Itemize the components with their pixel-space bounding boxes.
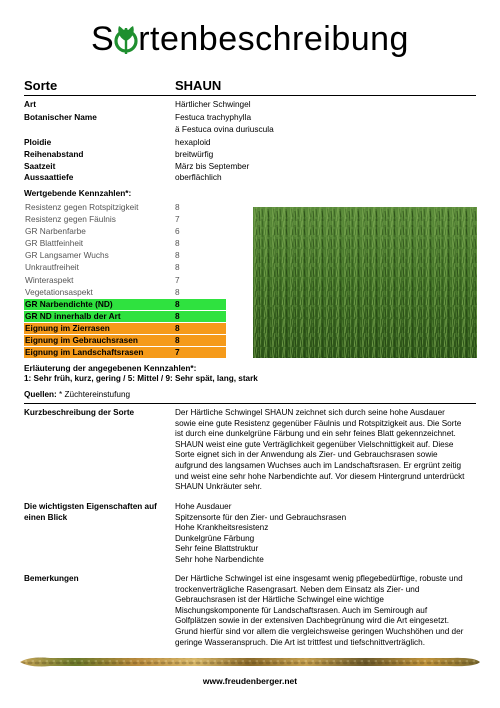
- eigenschaften-label: [24, 502, 164, 523]
- detail-value: März bis September: [175, 161, 250, 171]
- rating-name: GR ND innerhalb der Art: [25, 311, 121, 321]
- text-line: SHAUN Unkräuter sehr.: [175, 482, 262, 492]
- detail-label: Saatzeit: [24, 161, 56, 171]
- rating-row-highlight-green: [24, 299, 226, 310]
- rating-value: 8: [175, 250, 180, 260]
- rating-name: GR Langsamer Wuchs: [25, 250, 109, 260]
- seed-band-image: [20, 654, 480, 670]
- rating-name: Resistenz gegen Fäulnis: [25, 214, 116, 224]
- rating-name: GR Blattfeinheit: [25, 238, 84, 248]
- list-item: Sehr hohe Narbendichte: [175, 554, 264, 564]
- divider: [24, 403, 476, 404]
- rating-row: [24, 262, 226, 273]
- text-line: ist durch eine dunkelgrüne Färbung und ein sehr feines Blatt gekennzeichnet.: [175, 429, 456, 439]
- rating-row: [24, 275, 226, 286]
- title-suffix: rtenbeschreibung: [138, 20, 409, 58]
- detail-value: Festuca trachyphylla: [175, 112, 252, 122]
- rating-value: 8: [175, 202, 180, 212]
- text-line: Der Härtliche Schwingel ist eine insgesamt wenig pflegebedürftige, robuste und: [175, 574, 463, 583]
- text-line: einen Blick: [24, 512, 68, 522]
- sorte-label: Sorte: [24, 78, 58, 93]
- rating-value: 8: [175, 311, 180, 321]
- rating-value: 7: [175, 347, 180, 357]
- rating-value: 8: [175, 262, 180, 272]
- rating-row: [24, 214, 226, 225]
- rating-value: 8: [175, 287, 180, 297]
- grass-photo: [253, 207, 477, 358]
- rating-row-highlight-orange: [24, 347, 226, 358]
- rating-row: [24, 250, 226, 261]
- legend-text: 1: Sehr früh, kurz, gering / 5: Mittel / 9: Sehr spät, lang, stark: [24, 374, 258, 383]
- page-title: [0, 20, 500, 59]
- detail-label: Reihenabstand: [24, 149, 84, 159]
- detail-value: ä Festuca ovina duriuscula: [175, 124, 274, 134]
- text-line: Mischungskomponente für Landschaftsrasen. Auch im Semirough auf: [175, 605, 428, 615]
- text-line: SHAUN weist eine gute Verträglichkeit gegenüber Vielschnittigkeit auf. Diese: [175, 439, 454, 449]
- footer-url: www.freudenberger.net: [202, 676, 298, 686]
- rating-value: 8: [175, 335, 180, 345]
- eigenschaften-list: [175, 502, 475, 566]
- rating-row-highlight-orange: [24, 323, 226, 334]
- detail-value: breitwürfig: [175, 149, 214, 159]
- rating-row-highlight-orange: [24, 335, 226, 346]
- sorte-value: SHAUN: [175, 78, 222, 93]
- rating-name: GR Narbendichte (ND): [25, 299, 113, 309]
- text-line: geringe Wasseranspruch. Die Art ist trittfest und tiefschnittverträglich.: [175, 637, 425, 647]
- kurzbeschreibung-label: Kurzbeschreibung der Sorte: [24, 408, 135, 417]
- rating-name: Vegetationsaspekt: [25, 287, 93, 297]
- rating-row: [24, 238, 226, 249]
- detail-label: Botanischer Name: [24, 112, 97, 122]
- rating-value: 7: [175, 214, 180, 224]
- quellen: [24, 390, 130, 401]
- detail-value: Härtlicher Schwingel: [175, 99, 251, 109]
- detail-value: oberflächlich: [175, 172, 222, 182]
- quellen-value: * Züchtereinstufung: [59, 390, 131, 399]
- rating-row: [24, 202, 226, 213]
- rating-name: Eignung im Zierrasen: [25, 323, 110, 333]
- rating-name: Eignung im Gebrauchsrasen: [25, 335, 138, 345]
- list-item: Sehr feine Blattstruktur: [175, 544, 259, 554]
- quellen-label: Quellen:: [24, 390, 57, 399]
- title-prefix: S: [91, 20, 115, 58]
- rating-value: 6: [175, 226, 180, 236]
- list-item: Hohe Krankheitsresistenz: [175, 523, 269, 533]
- ratings-title: Wertgebende Kennzahlen*:: [24, 188, 132, 198]
- rating-name: Winteraspekt: [25, 275, 74, 285]
- rating-name: Eignung im Landschaftsrasen: [25, 347, 144, 357]
- rating-value: 8: [175, 238, 180, 248]
- text-line: Sorte eignet sich in der Anwendung als Zier- und Gebrauchsrasen sowie: [175, 450, 438, 460]
- list-item: Hohe Ausdauer: [175, 502, 232, 511]
- rating-row: [24, 287, 226, 298]
- text-line: Gebrauchsrasen ist der Härtliche Schwingel eine wichtige: [175, 595, 384, 605]
- text-line: Die wichtigsten Eigenschaften auf: [24, 502, 157, 511]
- list-item: Spitzensorte für den Zier- und Gebrauchsrasen: [175, 512, 347, 522]
- rating-name: Resistenz gegen Rotspitzigkeit: [25, 202, 139, 212]
- leaf-logo-icon: [114, 24, 138, 54]
- divider: [24, 95, 476, 96]
- text-line: Der Härtliche Schwingel SHAUN zeichnet sich durch seine hohe Ausdauer: [175, 408, 445, 417]
- detail-label: Ploidie: [24, 137, 52, 147]
- bemerkungen-text: [175, 574, 475, 648]
- detail-value: hexaploid: [175, 137, 211, 147]
- detail-label: Art: [24, 99, 36, 109]
- kurzbeschreibung-text: [175, 408, 475, 493]
- text-line: Golfplätzen sowie in der extensiven Dachbegrünung wird die Art eingesetzt.: [175, 616, 449, 626]
- text-line: sowie eine gute Resistenz gegenüber Fäulnis und Rotspitzigkeit aus. Die Sorte: [175, 418, 462, 428]
- rating-value: 7: [175, 275, 180, 285]
- text-line: und weist eine sehr hohe Narbendichte auf. Vor diesem Hintergrund unterdrückt: [175, 471, 465, 481]
- text-line: trockenverträgliche Rasengrasart. Neben dem Einsatz als Zier- und: [175, 584, 420, 594]
- rating-value: 8: [175, 323, 180, 333]
- rating-value: 8: [175, 299, 180, 309]
- text-line: aufgrund des langsamen Wuchses auch im Landschaftsrasen. Er ergrünt zeitig: [175, 460, 462, 470]
- legend-title: Erläuterung der angegebenen Kennzahlen*:: [24, 363, 197, 373]
- sorte-row: [24, 78, 476, 95]
- rating-name: Unkrautfreiheit: [25, 262, 79, 272]
- detail-label: Aussaattiefe: [24, 172, 74, 182]
- text-line: Grund hierfür sind vor allem die vergleichsweise geringen Wuchshöhen und der: [175, 626, 464, 636]
- bemerkungen-label: Bemerkungen: [24, 574, 79, 583]
- rating-row-highlight-green: [24, 311, 226, 322]
- rating-row: [24, 226, 226, 237]
- list-item: Dunkelgrüne Färbung: [175, 533, 255, 543]
- rating-name: GR Narbenfarbe: [25, 226, 86, 236]
